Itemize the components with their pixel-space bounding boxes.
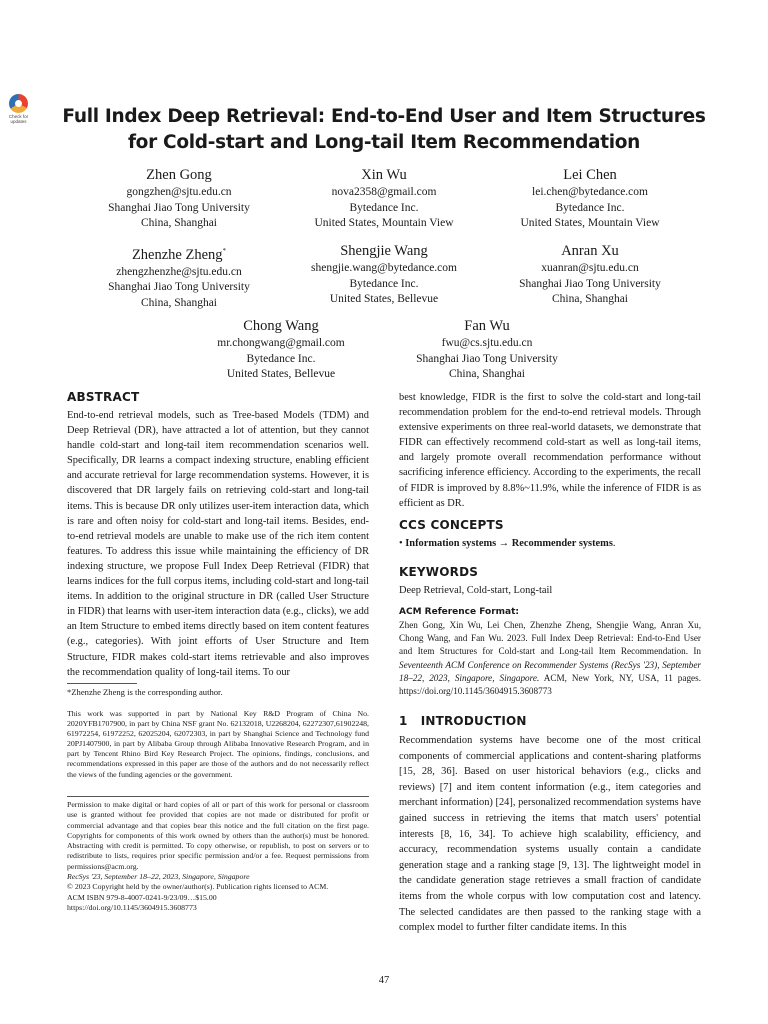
- author-location: China, Shanghai: [551, 293, 629, 305]
- author-affiliation: Bytedance Inc.: [349, 277, 419, 290]
- ccs-bullet: •: [399, 538, 403, 549]
- check-for-updates-badge[interactable]: [3, 93, 34, 126]
- permission-copyright: © 2023 Copyright held by the owner/author(s). Publication rights licensed to ACM.: [67, 882, 329, 892]
- reference-tail: ACM, New York, NY, USA, 11 pages. https://doi.org/10.1145/3604915.3608773: [399, 672, 702, 697]
- author-name: Anran Xu: [561, 243, 619, 259]
- permission-rule: [67, 796, 369, 797]
- paper-title: [40, 104, 728, 156]
- author-name: Shengjie Wang: [340, 243, 428, 259]
- acm-reference-heading: ACM Reference Format:: [399, 607, 519, 617]
- crossmark-icon: [9, 94, 28, 113]
- author-email[interactable]: gongzhen@sjtu.edu.cn: [126, 186, 232, 198]
- footnote-rule: [67, 683, 137, 684]
- author-affiliation: Shanghai Jiao Tong University: [519, 277, 661, 290]
- section-number: 1: [399, 714, 408, 728]
- author-block: [166, 317, 396, 383]
- abstract-continued: [399, 390, 701, 511]
- funding-text: This work was supported in part by National Key R&D Program of China No. 2020YFB1707900, in part by China NSF grant No. 62132018, U2268204, 62272307,61902248, 61972254, 61972252, 62025204, 62072303, in part by Shanghai Science and Technology fund 20PJ1407900, in part by Alibaba Group through Alibaba Innovative Research Program, and in part by Tencent Rhino Bird Key Research Project. The opinions, findings, conclusions, and recommendations expressed in this paper are those of the authors and do not necessarily reflect the views of the funding agencies or the government.: [67, 709, 369, 779]
- author-location: United States, Mountain View: [520, 217, 660, 229]
- abstract-text: End-to-end retrieval models, such as Tree-based Models (TDM) and Deep Retrieval (DR), have attracted a lot of attention, but they cannot handle cold-start and long-tail item recommendation scenarios well. Specifically, DR learns a compact indexing structure, enabling efficient and accurate retrieval for large recommendation systems. However, it is discovered that DR largely fails on retrieving cold-start and long-tail items. This is because DR only utilizes user-item interaction data, which is rare and often noisy for cold-start and long-tail items. Besides, end-to-end retrieval models are unable to make use of the rich item content features. To address this issue while maintaining the efficiency of DR indexing structure, we propose Full Index Deep Retrieval (FIDR) that learns indices for the full corpus items, including cold-start and long-tail items. In addition to the original structure in DR (called User Structure in FIDR) that learns with user-item interaction data (e.g., clicks), we add an Item Structure to embed items directly based on item content features (e.g., categories). With joint efforts of User Structure and Item Structure, FIDR makes cold-start items retrievable and also improves the recommendation quality of long-tail items. To our: [67, 410, 369, 678]
- author-name: Chong Wang: [243, 318, 319, 334]
- abstract-body: [67, 408, 369, 680]
- acm-reference-body: [399, 619, 701, 698]
- ccs-term: Information systems: [405, 538, 497, 549]
- author-location: United States, Bellevue: [329, 293, 439, 305]
- author-affiliation: Bytedance Inc.: [555, 201, 625, 214]
- author-affiliation: Shanghai Jiao Tong University: [108, 201, 250, 214]
- permission-isbn: ACM ISBN 979-8-4007-0241-9/23/09…$15.00: [67, 892, 217, 902]
- corresponding-mark: *: [222, 247, 227, 255]
- author-affiliation: Bytedance Inc.: [349, 201, 419, 214]
- author-location: China, Shanghai: [140, 296, 218, 309]
- abstract-heading: ABSTRACT: [67, 390, 140, 404]
- author-email[interactable]: nova2358@gmail.com: [331, 186, 437, 198]
- funding-note: [67, 709, 369, 780]
- reference-authors: Zhen Gong, Xin Wu, Lei Chen, Zhenzhe Zheng, Shengjie Wang, Anran Xu, Chong Wang, and Fan Wu. 2023. Full Index Deep Retrieval: End-to-End User and Item Structures for Cold-start and Long-tail Item Recommendation. In: [399, 620, 701, 657]
- ccs-subterm: Recommender systems: [511, 538, 613, 549]
- ccs-arrow: →: [498, 538, 510, 549]
- ccs-concepts-line: [399, 538, 615, 549]
- author-name: Fan Wu: [464, 318, 510, 334]
- author-block: [475, 166, 705, 232]
- footnote: [67, 687, 369, 698]
- author-location: China, Shanghai: [140, 217, 218, 229]
- author-email[interactable]: mr.chongwang@gmail.com: [217, 337, 345, 349]
- section-title: INTRODUCTION: [420, 714, 527, 728]
- badge-label: Check for updates: [8, 114, 29, 124]
- author-email[interactable]: lei.chen@bytedance.com: [532, 186, 648, 198]
- footnote-text: *Zhenzhe Zheng is the corresponding author.: [67, 687, 223, 697]
- ccs-heading: CCS CONCEPTS: [399, 518, 504, 532]
- author-affiliation: Shanghai Jiao Tong University: [416, 352, 558, 365]
- page-number: 47: [378, 975, 390, 986]
- author-name: Lei Chen: [563, 167, 617, 183]
- introduction-text: Recommendation systems have become one of the most critical components of commercial applications and content-sharing platforms [15, 28, 36]. Based on user historical behaviors (e.g., clicks and reviews) [7] and item content information (e.g., item categories and merchant information) [24], personalized recommendation systems have gained success in retrieving the items that match users' potential interests [8, 16, 34]. To achieve high scalability, efficiency, and accuracy, recommendation systems usually contain a candidate generation stage and a ranking stage [9, 13]. The lightweight model in the candidate generation stage retrieves a small fraction of candidate items from the whole corpus with low computation cost and latency. The selected candidates are then passed to the ranking stage with a complex model to further filter candidate items. In this: [399, 735, 701, 934]
- title-line-1: Full Index Deep Retrieval: End-to-End User and Item Structures: [62, 106, 706, 127]
- keywords-text: Deep Retrieval, Cold-start, Long-tail: [399, 585, 553, 596]
- author-name: Zhenzhe Zheng*: [131, 246, 227, 263]
- reference-venue: Seventeenth ACM Conference on Recommender Systems (RecSys '23), September 18–22, 2023, Singapore, Singapore.: [399, 659, 701, 683]
- author-email[interactable]: xuanran@sjtu.edu.cn: [541, 262, 639, 274]
- permission-doi[interactable]: https://doi.org/10.1145/3604915.3608773: [67, 902, 197, 912]
- author-block: [64, 242, 294, 311]
- ccs-end: .: [612, 538, 616, 549]
- permission-block: [67, 800, 369, 913]
- author-affiliation: Bytedance Inc.: [246, 352, 316, 365]
- author-name: Xin Wu: [361, 167, 407, 183]
- author-email[interactable]: fwu@cs.sjtu.edu.cn: [441, 337, 533, 349]
- author-block: [372, 317, 602, 383]
- author-location: China, Shanghai: [448, 368, 526, 380]
- author-affiliation: Shanghai Jiao Tong University: [108, 281, 250, 294]
- author-email[interactable]: zhengzhenzhe@sjtu.edu.cn: [116, 265, 242, 278]
- permission-venue: RecSys '23, September 18–22, 2023, Singapore, Singapore: [67, 872, 250, 882]
- author-email[interactable]: shengjie.wang@bytedance.com: [311, 262, 457, 274]
- author-name: Zhen Gong: [146, 167, 212, 183]
- author-location: United States, Mountain View: [314, 217, 454, 229]
- permission-text: Permission to make digital or hard copies of all or part of this work for personal or classroom use is granted without fee provided that copies are not made or distributed for profit or commercial advantage and that copies bear this notice and the full citation on the first page. Copyrights for components of this work owned by others than the author(s) must be honored. Abstracting with credit is permitted. To copy otherwise, or republish, to post on servers or to redistribute to lists, requires prior specific permission and/or a fee. Request permissions from permissions@acm.org.: [67, 800, 369, 871]
- author-block: [475, 242, 705, 308]
- title-line-2: for Cold-start and Long-tail Item Recommendation: [127, 132, 641, 153]
- author-block: [269, 166, 499, 232]
- author-location: United States, Bellevue: [226, 368, 336, 380]
- author-block: [64, 166, 294, 232]
- keywords-heading: KEYWORDS: [399, 565, 479, 579]
- introduction-heading: [399, 714, 527, 728]
- author-block: [269, 242, 499, 308]
- abstract-continued-text: best knowledge, FIDR is the first to solve the cold-start and long-tail recommendation problem for the end-to-end retrieval models. Through extensive experiments on three real-world datasets, we demonstrate that FIDR can effectively recommend cold-start as well as long-tail items, and largely promote overall recommendation performance without sacrificing inference efficiency. According to the experiments, the recall of FIDR is improved by 8.8%~11.9%, while the inference of FIDR is as efficient as DR.: [399, 392, 701, 509]
- introduction-body: [399, 733, 701, 936]
